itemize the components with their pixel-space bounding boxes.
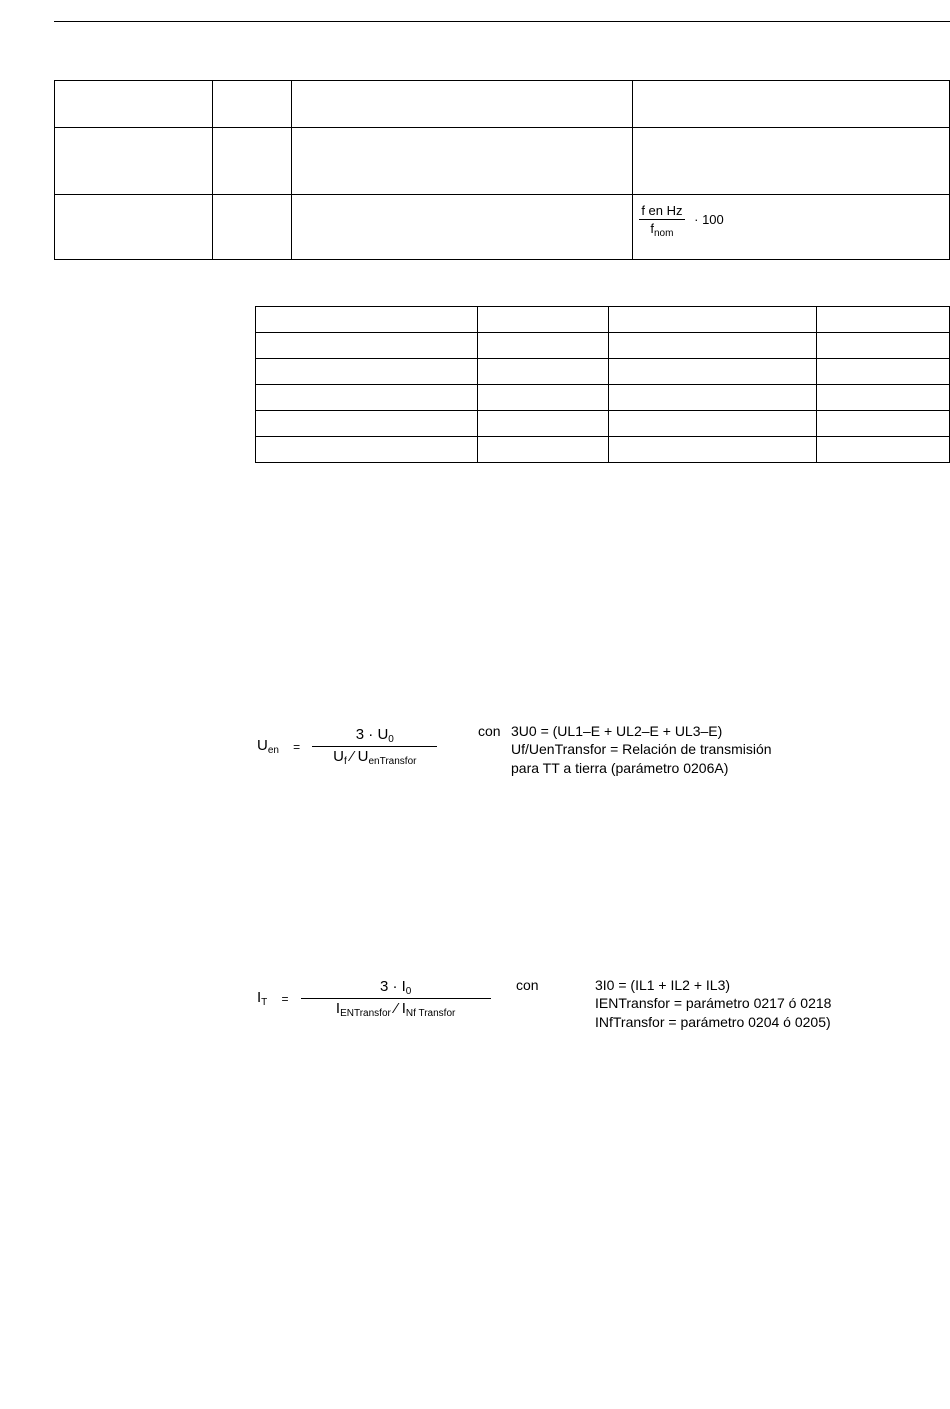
it-equals: =	[281, 991, 289, 1006]
table-row	[55, 81, 950, 128]
it-formula: $I_T$ = $\frac{3 \cdot I_0}{I_{ENTransfor} ⁄ I_{Nf Transfor}}$	[257, 978, 491, 1019]
it-con: con	[516, 977, 539, 993]
uen-formula: $U_{en}$ = $\frac{3 \cdot U_0}{U_f ⁄ U_{enTransfor}}$	[257, 726, 437, 767]
uen-lhs: U	[257, 737, 268, 754]
table-row	[55, 195, 950, 260]
uen-equals: =	[293, 739, 301, 754]
uen-num: 3 · U	[355, 726, 389, 743]
table-row	[256, 411, 950, 437]
uen-line-3: para TT a tierra (parámetro 0206A)	[511, 760, 729, 776]
values-table	[255, 306, 950, 463]
uen-den-b-sub: enTransfor	[368, 756, 417, 767]
uen-den-b: U	[357, 748, 369, 765]
it-line-2: IENTransfor = parámetro 0217 ó 0218	[595, 995, 832, 1011]
uen-lhs-sub: en	[267, 745, 279, 756]
settings-table	[54, 80, 950, 260]
it-den-b-sub: Nf Transfor	[405, 1008, 456, 1019]
frequency-formula	[633, 195, 950, 260]
it-lhs-sub: T	[261, 997, 268, 1008]
table-row	[256, 437, 950, 463]
it-line-1: 3I0 = (IL1 + IL2 + IL3)	[595, 977, 731, 993]
it-den-a: I	[335, 1000, 341, 1017]
uen-num-sub: 0	[388, 734, 394, 745]
uen-den-a: U	[333, 748, 345, 765]
table-row	[256, 385, 950, 411]
uen-con: con	[478, 723, 501, 739]
uen-den-a-sub: f	[344, 756, 347, 767]
it-num: 3 · I	[379, 978, 406, 995]
it-num-sub: 0	[405, 986, 412, 997]
table-row	[256, 307, 950, 333]
header-rule	[54, 21, 950, 22]
it-lhs: I	[257, 989, 262, 1006]
freq-multiplier: · 100	[694, 212, 724, 228]
freq-den-sub: nom	[653, 228, 674, 239]
table-row	[256, 333, 950, 359]
freq-numerator: f en Hz	[641, 203, 683, 218]
table-row	[55, 128, 950, 195]
it-line-3: INfTransfor = parámetro 0204 ó 0205)	[595, 1014, 831, 1030]
it-den-a-sub: ENTransfor	[340, 1008, 391, 1019]
freq-den-base: f	[650, 221, 654, 236]
uen-line-1: 3U0 = (UL1–E + UL2–E + UL3–E)	[511, 723, 723, 739]
it-den-b: I	[401, 1000, 406, 1017]
table-row	[256, 359, 950, 385]
uen-line-2: Uf/UenTransfor = Relación de transmisión	[511, 741, 772, 757]
